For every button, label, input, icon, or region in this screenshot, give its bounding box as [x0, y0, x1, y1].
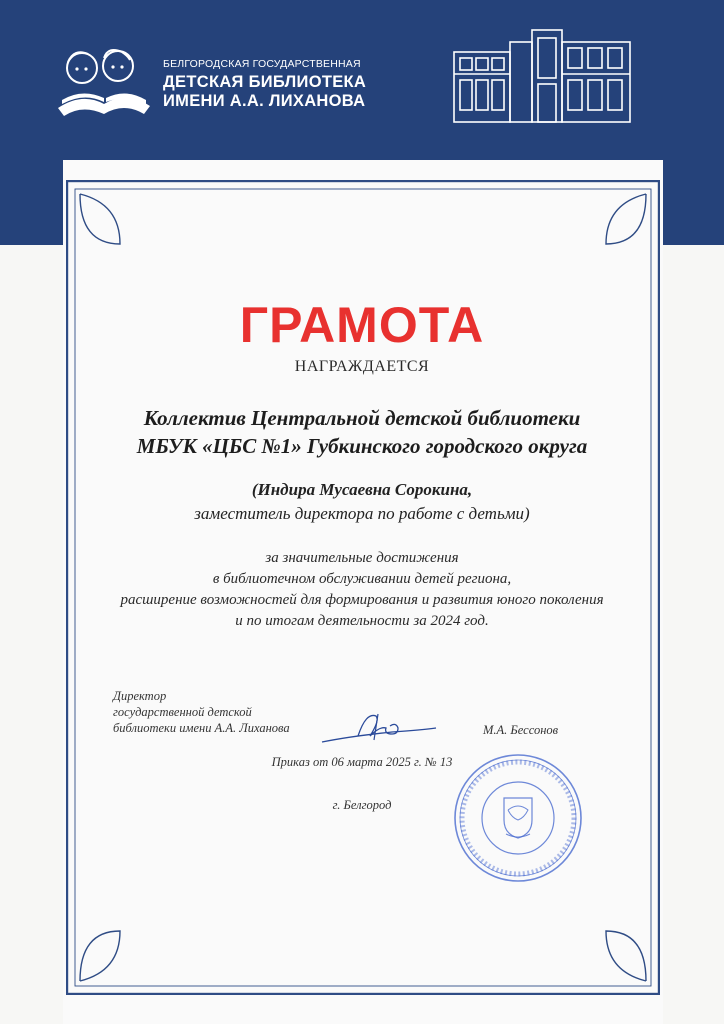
children-reading-logo-icon	[52, 42, 162, 122]
award-reason	[0, 548, 724, 632]
reason-line: за значительные достижения	[265, 550, 459, 566]
signatory-position-line: Директор	[113, 689, 167, 703]
signatory-position	[113, 688, 290, 736]
reason-line: и по итогам деятельности за 2024 год.	[235, 613, 489, 629]
certificate-title: ГРАМОТА	[239, 297, 485, 353]
signer-name: М.А. Бессонов	[483, 723, 559, 737]
person-name: (Индира Мусаевна Сорокина,	[251, 480, 473, 499]
library-name-line1: БЕЛГОРОДСКАЯ ГОСУДАРСТВЕННАЯ	[163, 58, 361, 70]
library-name	[163, 58, 366, 111]
person-role: заместитель директора по работе с детьми)	[194, 504, 530, 523]
library-building-icon	[452, 24, 632, 124]
recipient	[0, 404, 724, 460]
recipient-line2: МБУК «ЦБС №1» Губкинского городского округа	[136, 434, 588, 458]
signatory-position-line: государственной детской	[113, 705, 252, 719]
library-name-line3: ИМЕНИ А.А. ЛИХАНОВА	[163, 92, 366, 110]
reason-line: расширение возможностей для формирования и развития юного поколения	[120, 592, 604, 608]
library-name-line2: ДЕТСКАЯ БИБЛИОТЕКА	[163, 73, 367, 91]
city: г. Белгород	[332, 798, 392, 812]
signatory-position-line: библиотеки имени А.А. Лиханова	[113, 721, 290, 735]
recipient-line1: Коллектив Центральной детской библиотеки	[143, 406, 581, 430]
official-stamp-icon	[452, 752, 584, 884]
handwritten-signature	[318, 708, 438, 748]
awarded-label: НАГРАЖДАЕТСЯ	[294, 358, 430, 375]
reason-line: в библиотечном обслуживании детей региона,	[212, 571, 512, 587]
person	[0, 478, 724, 526]
order-reference: Приказ от 06 марта 2025 г. № 13	[271, 755, 453, 769]
